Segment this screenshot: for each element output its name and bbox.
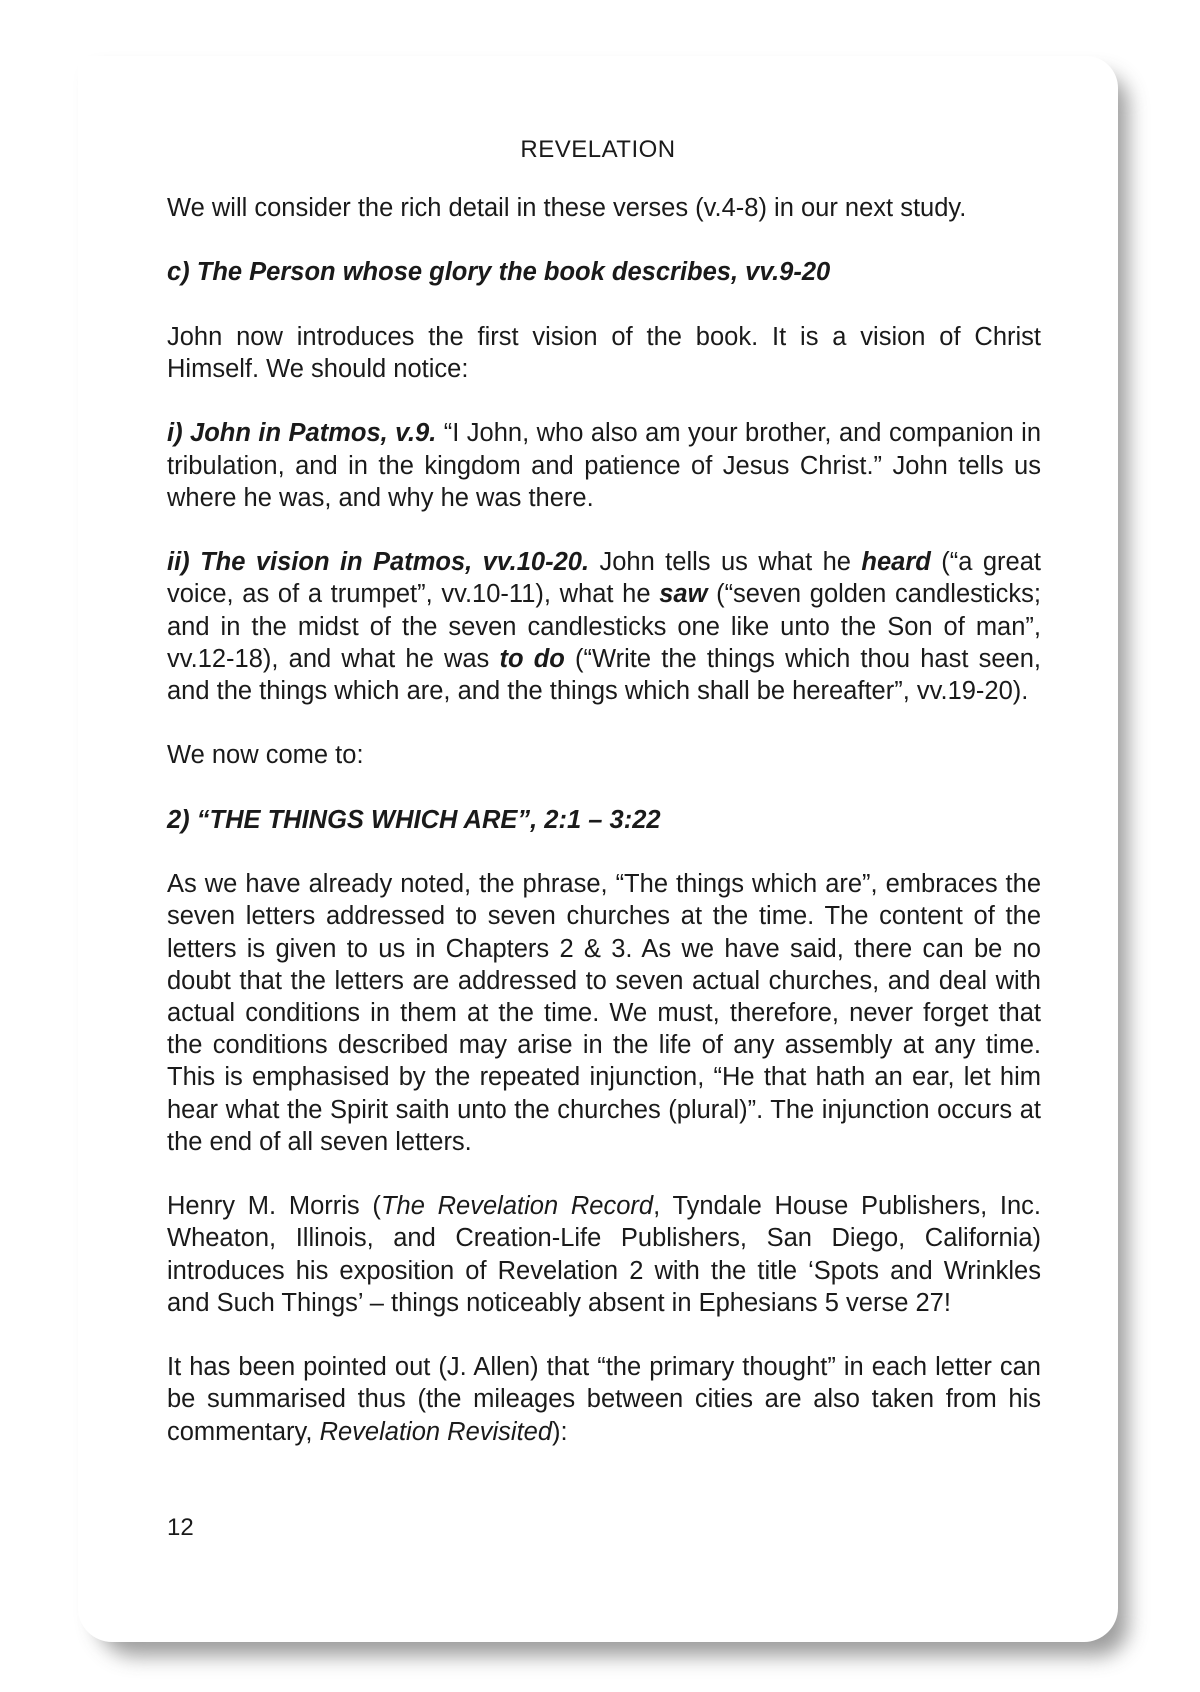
paragraph-text: Henry M. Morris ( xyxy=(167,1192,381,1221)
section-heading-2: 2) “THE THINGS WHICH ARE”, 2:1 – 3:22 xyxy=(167,805,661,834)
book-title: The Revelation Record xyxy=(380,1192,654,1221)
emphasis-heard: heard xyxy=(861,548,931,577)
book-page xyxy=(78,56,1118,1642)
paragraph-text: ): xyxy=(552,1417,568,1446)
paragraph-j-allen xyxy=(167,1351,1041,1448)
subpoint-label-i: i) John in Patmos, v.9. xyxy=(167,419,437,448)
page-number: 12 xyxy=(167,1514,194,1541)
paragraph-first-vision: John now introduces the first vision of the book. It is a vision of Christ Himself. We should notice: xyxy=(167,322,1041,383)
running-head: REVELATION xyxy=(520,136,676,163)
subpoint-label-ii: ii) The vision in Patmos, vv.10-20. xyxy=(167,548,590,577)
paragraph-text: (“Write the things which thou hast seen, and the things which are, and the things which shall be hereafter”, vv.19-20). xyxy=(167,644,1041,705)
paragraph-things-which-are: As we have already noted, the phrase, “The things which are”, embraces the seven letters addressed to seven churches at the time. The content of the letters is given to us in Chapters 2 & 3. As we have said, there can be no doubt that the letters are addressed to seven actual churches, and deal with actual conditions in them at the time. We must, therefore, never forget that the conditions described may arise in the life of any assembly at any time. This is emphasised by the repeated injunction, “He that hath an ear, let him hear what the Spirit saith unto the churches (plural)”. The injunction occurs at the end of all seven letters. xyxy=(167,870,1041,1156)
paragraph-text: “I John, who also am your brother, and companion in tribulation, and in the kingdom and patience of Jesus Christ.” John tells us where he was, and why he was there. xyxy=(167,419,1041,512)
body-text xyxy=(167,192,1041,1480)
paragraph-vision-in-patmos xyxy=(167,546,1041,707)
emphasis-saw: saw xyxy=(659,580,708,609)
paragraph-we-now-come: We now come to: xyxy=(167,741,364,770)
paragraph-text: , Tyndale House Publishers, Inc. Wheaton, Illinois, and Creation-Life Publishers, San Diego, California) introduces his exposition of Revelation 2 with the title ‘Spots and Wrinkles and Such Things’ – things noticeably absent in Ephesians 5 verse 27! xyxy=(167,1192,1042,1317)
section-heading-c: c) The Person whose glory the book describes, vv.9-20 xyxy=(167,258,831,287)
paragraph-henry-morris xyxy=(167,1190,1041,1319)
paragraph-text: (“seven golden candlesticks; and in the midst of the seven candlesticks one like unto the Son of man”, vv.12-18), and what he was xyxy=(167,580,1041,673)
paragraph-text: It has been pointed out (J. Allen) that “the primary thought” in each letter can be summarised thus (the mileages between cities are also taken from his commentary, xyxy=(167,1353,1041,1446)
paragraph-next-study: We will consider the rich detail in these verses (v.4-8) in our next study. xyxy=(167,194,967,222)
emphasis-to-do: to do xyxy=(499,644,565,673)
paragraph-text: (“a great voice, as of a trumpet”, vv.10-11), what he xyxy=(167,548,1042,609)
book-title: Revelation Revisited xyxy=(319,1417,553,1446)
paragraph-text: John tells us what he xyxy=(589,548,862,577)
paragraph-john-in-patmos xyxy=(167,417,1041,514)
